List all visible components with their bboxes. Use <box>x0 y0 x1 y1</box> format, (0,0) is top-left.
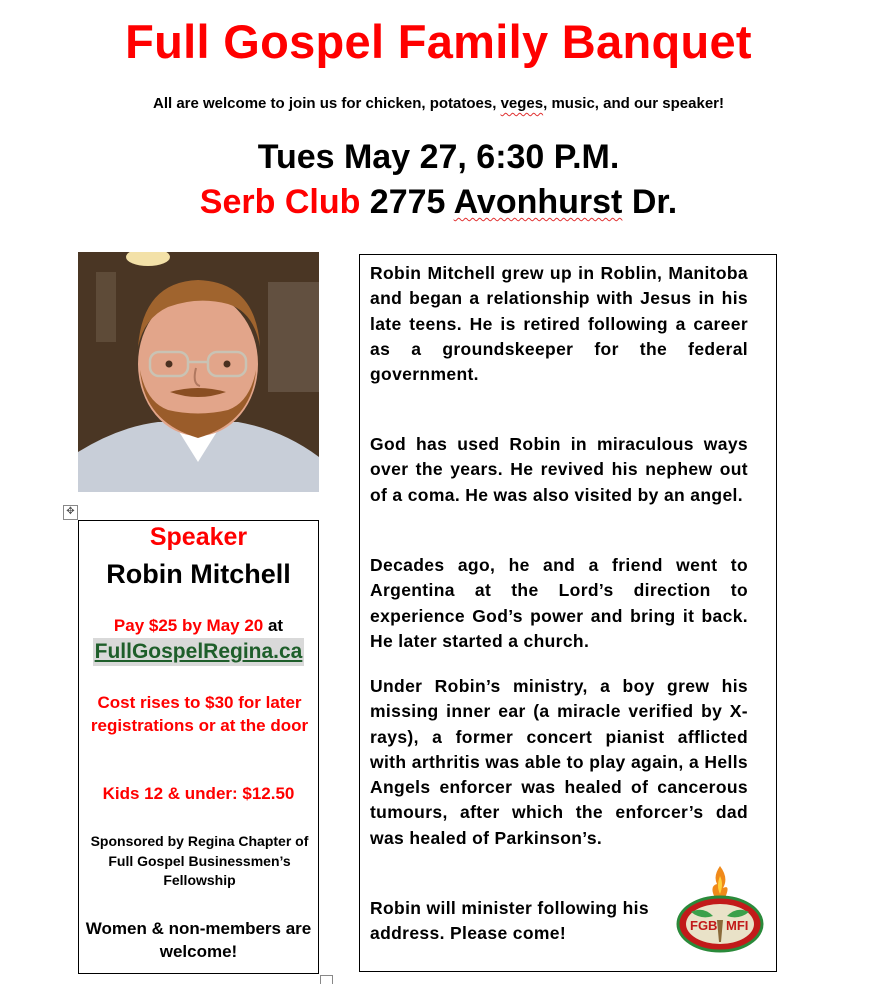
bio-paragraph: God has used Robin in miraculous ways over the years. He revived his nephew out of a coma. He was also visited by an angel. <box>370 434 748 505</box>
payment-amount: Pay $25 by May 20 <box>113 616 264 635</box>
event-date: Tues May 27, 6:30 P.M. <box>257 138 620 176</box>
bio-closing: Robin will minister following his address. Please come! <box>370 898 649 944</box>
event-venue <box>0 183 877 222</box>
event-subtitle <box>0 95 877 112</box>
venue-number: 2775 <box>360 183 454 221</box>
payment-at: at <box>263 616 284 635</box>
bio-paragraph: Robin Mitchell grew up in Roblin, Manitoba and began a relationship with Jesus in his late teens. He is retired following a career as a groundskeeper for the federal government. <box>370 263 748 385</box>
speaker-name: Robin Mitchell <box>106 559 291 589</box>
event-title: Full Gospel Family Banquet <box>125 15 752 68</box>
kids-price: Kids 12 & under: $12.50 <box>102 784 295 803</box>
website-link[interactable]: FullGospelRegina.ca <box>93 638 305 666</box>
table-resize-handle[interactable] <box>320 975 333 984</box>
speaker-portrait-icon <box>78 252 319 492</box>
bio-paragraph: Decades ago, he and a friend went to Argentina at the Lord’s direction to experience God’s power and bring it back. He later started a church. <box>370 555 748 651</box>
speaker-photo <box>78 252 319 492</box>
venue-suffix: Dr. <box>622 183 678 221</box>
speaker-info-box <box>78 520 319 974</box>
subtitle-spelling-flag[interactable]: veges <box>500 95 544 112</box>
late-cost-note: Cost rises to $30 for later registrations or at the door <box>90 693 309 735</box>
payment-info <box>79 616 318 636</box>
logo-text-left: FGB <box>690 918 718 933</box>
logo-text-right: MFI <box>726 918 749 933</box>
speaker-bio-box <box>359 254 777 972</box>
venue-street[interactable]: Avonhurst <box>453 183 623 221</box>
website-wrap <box>79 638 318 666</box>
fgbmfi-logo-icon <box>673 862 767 962</box>
speaker-heading: Speaker <box>149 523 248 551</box>
sponsor-note: Sponsored by Regina Chapter of Full Gospel Businessmen’s Fellowship <box>90 833 309 888</box>
subtitle-text-start: All are welcome to join us for chicken, potatoes, <box>152 95 501 112</box>
subtitle-text-end: , music, and our speaker! <box>543 95 725 112</box>
welcome-note: Women & non-members are welcome! <box>85 919 312 961</box>
table-move-handle-icon[interactable]: ✥ <box>63 505 78 520</box>
venue-name: Serb Club <box>199 183 361 221</box>
bio-paragraph: Under Robin’s ministry, a boy grew his missing inner ear (a miracle verified by X-rays), a former concert pianist afflicted with arthritis was able to play again, a Hells Angels enforcer was healed of cancerous tumours, after which the enforcer’s dad was healed of Parkinson’s. <box>370 676 748 848</box>
